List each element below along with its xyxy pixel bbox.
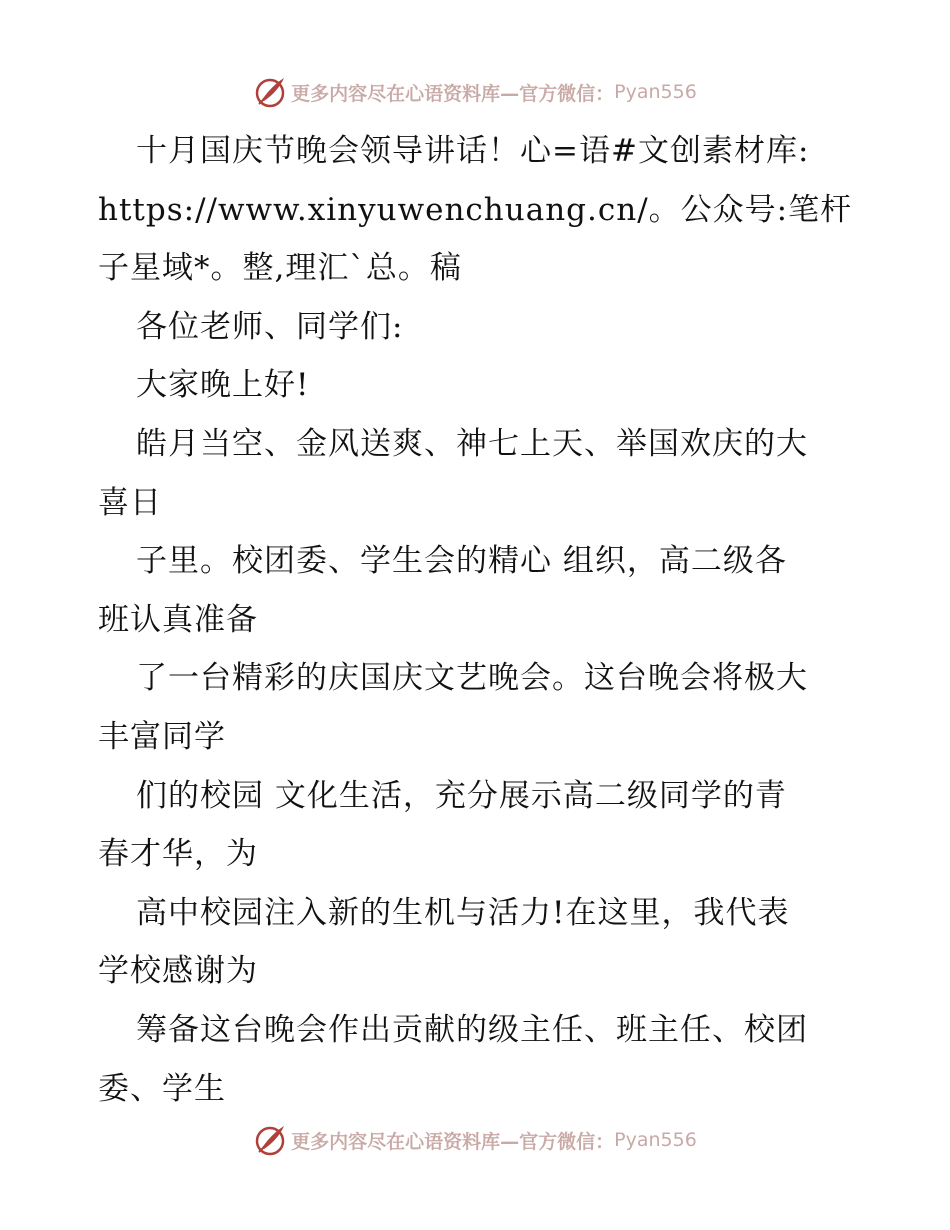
body-line: 丰富同学 <box>98 718 226 755</box>
document-body <box>98 122 858 1118</box>
footer-banner <box>0 1118 950 1162</box>
body-line: 十月国庆节晚会领导讲话！心=语#文创素材库: <box>136 133 810 169</box>
body-line: 了一台精彩的庆国庆文艺晚会。这台晚会将极大 <box>136 660 808 697</box>
header-banner <box>0 70 950 114</box>
salutation: 各位老师、同学们: <box>136 308 404 345</box>
body-line: 子里。校团委、学生会的精心 组织，高二级各 <box>136 543 787 580</box>
banner-text: 更多内容尽在心语资料库—官方微信： <box>291 1130 615 1153</box>
feather-pen-logo-icon <box>253 75 287 109</box>
body-line: 筹备这台晚会作出贡献的级主任、班主任、校团 <box>136 1011 808 1048</box>
body-line: 高中校园注入新的生机与活力!在这里，我代表 <box>136 894 790 931</box>
feather-pen-logo-icon <box>253 1123 287 1157</box>
body-line: 春才华，为 <box>98 836 258 873</box>
banner-text: 更多内容尽在心语资料库—官方微信： <box>291 82 615 105</box>
body-line: 委、学生 <box>98 1070 226 1107</box>
body-line: https://www.xinyuwenchuang.cn/。公众号:笔杆 <box>98 191 853 228</box>
banner-contact: Pyan556 <box>614 1129 697 1151</box>
banner-contact: Pyan556 <box>614 81 697 103</box>
body-line: 学校感谢为 <box>98 953 258 990</box>
body-line: 喜日 <box>98 484 162 521</box>
body-line: 皓月当空、金风送爽、神七上天、举国欢庆的大 <box>136 425 808 462</box>
body-line: 们的校园 文化生活，充分展示高二级同学的青 <box>136 777 787 814</box>
body-line: 班认真准备 <box>98 601 258 638</box>
body-line: 子星域*。整,理汇`总。稿 <box>98 250 462 287</box>
greeting: 大家晚上好! <box>136 367 310 404</box>
